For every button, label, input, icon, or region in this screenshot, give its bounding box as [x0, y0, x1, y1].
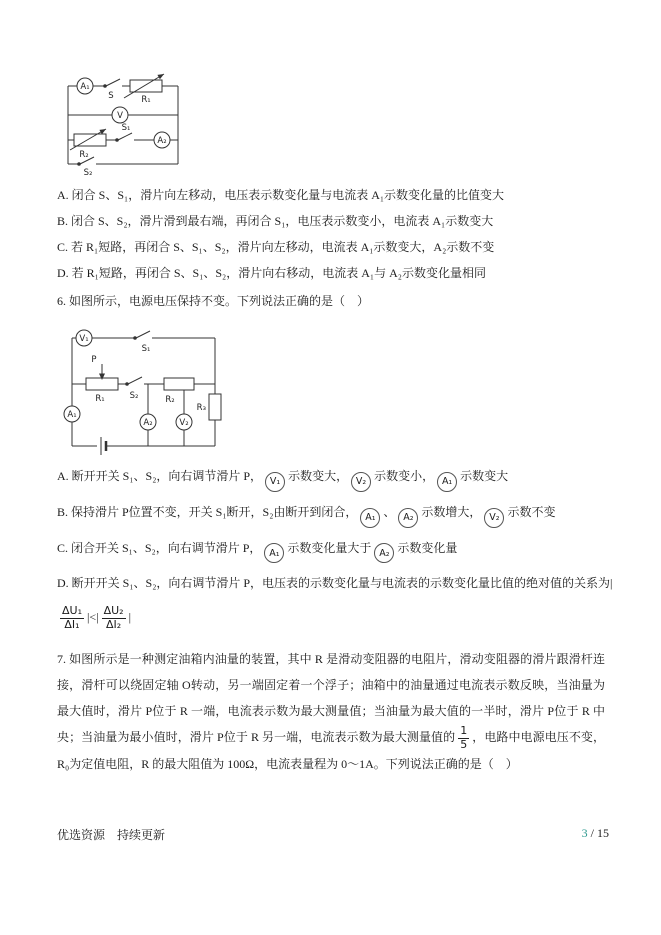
- q6-option-c: C. 闭合开关 S₁、S₂，向右调节滑片 P， A₁ 示数变化量大于 A₂ 示数变化量: [57, 536, 605, 564]
- arrowhead: [99, 129, 106, 134]
- label-v2: V₂: [179, 418, 189, 428]
- voltmeter-v2-symbol: V₂: [484, 508, 504, 528]
- q6-options: [57, 464, 613, 640]
- label-s1: S₁: [141, 344, 151, 354]
- q5-option-b: B. 闭合 S、S₂，滑片滑到最右端，再闭合 S₁，电压表示数变小，电流表 A₁示数变大: [57, 214, 494, 228]
- label-s2: S₂: [83, 168, 93, 178]
- q6-option-d-line1: D. 断开开关 S₁、S₂，向右调节滑片 P，电压表的示数变化量与电流表的示数变化量比值的绝对值的关系为|: [57, 576, 613, 591]
- ammeter-a1-symbol: A₁: [360, 508, 380, 528]
- fraction: $\frac{\text{ΔU₂}}{\text{ΔI₂}}$: [103, 604, 124, 631]
- switch-s1-pivot: [116, 139, 119, 142]
- resistor-r3-symbol: [209, 394, 221, 420]
- page-separator: /: [587, 826, 597, 840]
- q6-stem: 6. 如图所示，电源电压保持不变。下列说法正确的是（ ）: [57, 294, 370, 308]
- switch-s1-blade: [118, 133, 132, 140]
- label-r1: R₁: [95, 394, 105, 404]
- label-r2: R₂: [165, 395, 175, 405]
- switch-s1-pivot: [134, 337, 137, 340]
- label-r1: R₁: [141, 95, 151, 105]
- arrowhead: [157, 74, 164, 79]
- fraction: $\frac{\text{ΔU₁}}{\text{ΔI₁}}$: [62, 604, 82, 631]
- switch-s2-pivot: [126, 383, 129, 386]
- switch-s2-pivot: [78, 163, 81, 166]
- label-r3: R₃: [196, 403, 206, 413]
- fraction: $\frac{1}{5}$: [460, 724, 468, 751]
- circuit-diagram-q5-svg: [58, 70, 188, 180]
- label-s2: S₂: [129, 391, 139, 401]
- footer-source-note: 优选资源 持续更新: [57, 828, 166, 842]
- q7-stem: 7. 如图所示是一种测定油箱内油量的装置，其中 R 是滑动变阻器的电阻片，滑动变阻器的滑片跟滑杆连接，滑杆可以绕固定轴 O转动，另一端固定着一个浮子；油箱中的油量通过电流表示数反映，当油量为最大值时，滑片 P位于 R 一端，电流表示数为最大测量值；当油量为最大值的一半时，滑片 P位于 R 中央；当油量为最小值时，滑片 P位于 R 另一端，电流表示数为最大测量值的 $\frac{1}{5}$ ，电路中电源电压不变，R₀为定值电阻，R 的最大阻值为 100Ω，电流表量程为 0～1A。下列说法正确的是（ ）: [57, 652, 605, 772]
- q6-option-a: A. 断开开关 S₁、S₂，向右调节滑片 P， V₁ 示数变大， V₂ 示数变小， A₁ 示数变大: [57, 464, 605, 492]
- label-a2: A₂: [157, 136, 167, 146]
- q6-option-d-line2: $\frac{\text{ΔU₁}}{\text{ΔI₁}}$ |<| $\frac{\text{ΔU₂}}{\text{ΔI₂}}$ |: [62, 604, 131, 631]
- page-total: 15: [597, 826, 609, 840]
- q5-option-a: A. 闭合 S、S₁，滑片向左移动，电压表示数变化量与电流表 A₁示数变化量的比值变大: [57, 188, 505, 202]
- label-r2: R₂: [79, 150, 89, 160]
- switch-s2-blade: [128, 377, 142, 384]
- label-s1: S₁: [121, 123, 131, 133]
- q5-option-d: D. 若 R₁短路，再闭合 S、S₁、S₂，滑片向右移动，电流表 A₁与 A₂示数变化量相同: [57, 266, 486, 280]
- page-indicator: [582, 826, 609, 843]
- arrowhead: [99, 374, 105, 381]
- switch-s-pivot: [104, 85, 107, 88]
- resistor-r2-symbol: [164, 378, 194, 390]
- q6-option-b: B. 保持滑片 P位置不变，开关 S₁断开，S₂由断开到闭合， A₁ 、 A₂ 示数增大， V₂ 示数不变: [57, 500, 605, 528]
- label-a1: A₁: [67, 410, 77, 420]
- label-s: S: [108, 91, 114, 101]
- rheostat-arrow: [70, 129, 106, 150]
- page-footer: [57, 826, 609, 843]
- voltmeter-v2-symbol: V₂: [351, 472, 371, 492]
- rheostat-r2-symbol: [74, 134, 106, 146]
- resistor-r1-symbol: [130, 80, 162, 92]
- switch-s-blade: [106, 79, 120, 86]
- ammeter-a1-symbol: A₁: [437, 472, 457, 492]
- ammeter-a1-symbol: A₁: [264, 543, 284, 563]
- page-number: 3: [581, 826, 588, 840]
- ammeter-a2-symbol: A₂: [398, 508, 418, 528]
- q5-options: [57, 182, 605, 286]
- label-v: V: [117, 111, 123, 121]
- circuit-diagram-q6-svg: [60, 326, 230, 460]
- circuit-diagram-q5: [58, 70, 188, 185]
- label-a1: A₁: [80, 82, 90, 92]
- switch-s1-blade: [136, 331, 150, 338]
- label-a2: A₂: [143, 418, 153, 428]
- circuit-diagram-q6: [60, 326, 230, 465]
- label-p: P: [91, 355, 97, 365]
- label-v1: V₁: [79, 334, 89, 344]
- q5-option-c: C. 若 R₁短路，再闭合 S、S₁、S₂，滑片向左移动，电流表 A₁示数变大，A₂示数不变: [57, 240, 495, 254]
- ammeter-a2-symbol: A₂: [374, 543, 394, 563]
- voltmeter-v1-symbol: V₁: [265, 472, 285, 492]
